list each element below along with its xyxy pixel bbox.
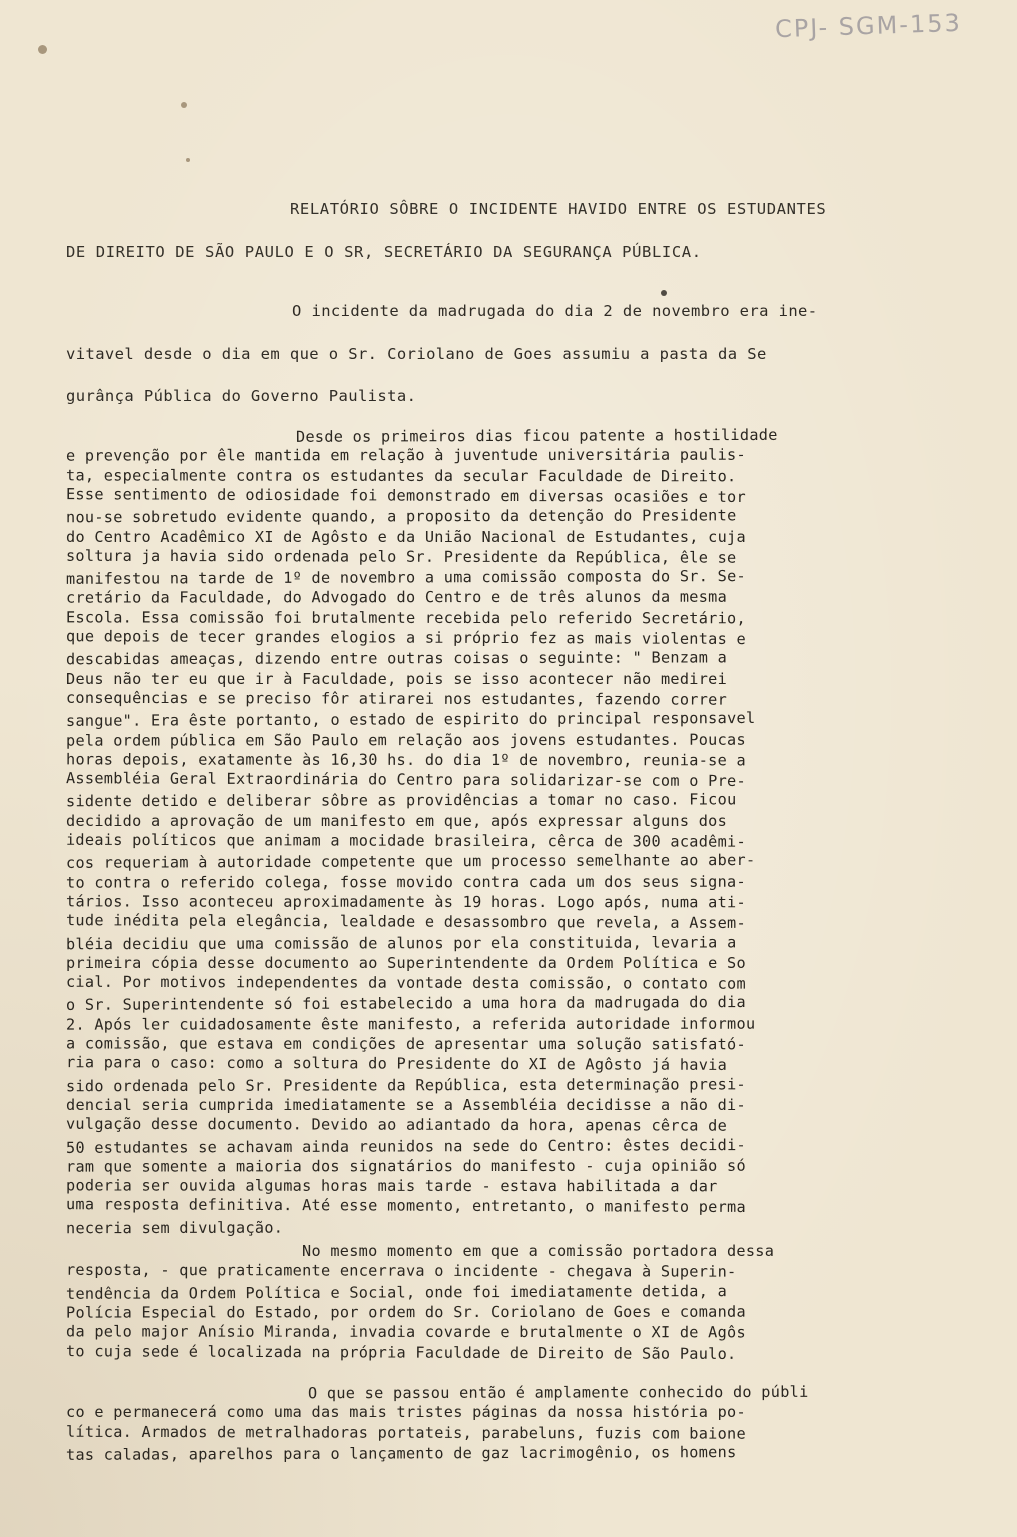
body-text-line: decidido a aprovação de um manifesto em que, após expressar alguns dos bbox=[66, 811, 728, 830]
body-text-line: dencial seria cumprida imediatamente se a Assembléia decidisse a não di- bbox=[66, 1095, 746, 1114]
body-text-line: o Sr. Superintendente só foi estabelecido a uma hora da madrugada do dia bbox=[65, 993, 746, 1015]
body-text-line: Esse sentimento de odiosidade foi demonstrado em diversas ocasiões e tor bbox=[65, 485, 746, 506]
body-text-line: sangue". Era êste portanto, o estado de espirito do principal responsavel bbox=[65, 709, 756, 731]
body-text-line: ideais políticos que animam a mocidade brasileira, cêrca de 300 acadêmi- bbox=[65, 830, 746, 851]
body-text-line: e prevenção por êle mantida em relação à juventude universitária paulis- bbox=[65, 445, 746, 465]
body-text-line: to contra o referido colega, fosse movido contra cada um dos seus signa- bbox=[65, 872, 746, 892]
body-text-line: O que se passou então é amplamente conhecido do públi bbox=[307, 1382, 809, 1403]
body-text-line: Polícia Especial do Estado, por ordem do Sr. Coriolano de Goes e comanda bbox=[65, 1302, 746, 1322]
body-text-line: No mesmo momento em que a comissão portadora dessa bbox=[302, 1242, 775, 1260]
body-text-line: sidente detido e deliberar sôbre as providências a tomar no caso. Ficou bbox=[65, 790, 737, 811]
body-text-line: 2. Após ler cuidadosamente êste manifesto, a referida autoridade informou bbox=[65, 1014, 756, 1034]
body-text-line: consequências e se preciso fôr atirarei nos estudantes, fazendo correr bbox=[65, 688, 728, 709]
body-text-line: Desde os primeiros dias ficou patente a hostilidade bbox=[295, 425, 778, 446]
body-text-line: bléia decidiu que uma comissão de alunos por ela constituida, levaria a bbox=[65, 932, 737, 953]
paper-stain bbox=[38, 45, 47, 54]
body-text-line: co e permanecerá como uma das mais tristes páginas da nossa história po- bbox=[66, 1403, 746, 1422]
body-text-line: Deus não ter eu que ir à Faculdade, pois se isso acontecer não medirei bbox=[66, 669, 728, 688]
body-text-line: pela ordem pública em São Paulo em relação aos jovens estudantes. Poucas bbox=[65, 730, 746, 750]
body-text-line: vulgação desse documento. Devido ao adiantado da hora, apenas cêrca de bbox=[65, 1114, 728, 1135]
paper-stain bbox=[661, 290, 667, 296]
document-title-line-2: DE DIREITO DE SÃO PAULO E O SR, SECRETÁRIO DA SEGURANÇA PÚBLICA. bbox=[66, 243, 702, 261]
body-text-line: que depois de tecer grandes elogios a si próprio fez as mais violentas e bbox=[65, 627, 746, 649]
body-text-line: soltura ja havia sido ordenada pelo Sr. Presidente da República, êle se bbox=[65, 546, 737, 567]
body-text-line: lítica. Armados de metralhadoras portateis, parabeluns, fuzis com baione bbox=[65, 1422, 746, 1443]
paper-stain bbox=[181, 102, 187, 108]
body-text-line: horas depois, exatamente às 16,30 hs. do dia 1º de novembro, reunia-se a bbox=[65, 750, 746, 770]
body-text-line: neceria sem divulgação. bbox=[65, 1218, 284, 1237]
intro-line-2: vitavel desde o dia em que o Sr. Coriolano de Goes assumiu a pasta da Se bbox=[66, 345, 767, 363]
body-text-line: cretário da Faculdade, do Advogado do Centro e de três alunos da mesma bbox=[65, 588, 728, 608]
body-text-line: tas caladas, aparelhos para o lançamento de gaz lacrimogênio, os homens bbox=[65, 1442, 737, 1464]
intro-line-3: gurânça Pública do Governo Paulista. bbox=[66, 387, 417, 405]
body-text-line: do Centro Acadêmico XI de Agôsto e da União Nacional de Estudantes, cuja bbox=[66, 527, 746, 546]
body-text-line: resposta, - que praticamente encerrava o incidente - chegava à Superin- bbox=[65, 1261, 737, 1281]
body-text-line: nou-se sobretudo evidente quando, a proposito da detenção do Presidente bbox=[65, 506, 737, 527]
body-text-line: ria para o caso: como a soltura do Presidente do XI de Agôsto já havia bbox=[65, 1053, 728, 1075]
body-text-line: tude inédita pela elegância, lealdade e desassombro que revela, a Assem- bbox=[65, 911, 746, 933]
body-text-line: manifestou na tarde de 1º de novembro a uma comissão composta do Sr. Se- bbox=[65, 567, 746, 588]
body-text-line: tendência da Ordem Política e Social, onde foi imediatamente detida, a bbox=[65, 1281, 728, 1303]
body-text-line: sido ordenada pelo Sr. Presidente da República, esta determinação presi- bbox=[65, 1074, 746, 1095]
body-text-line: Escola. Essa comissão foi brutalmente recebida pelo referido Secretário, bbox=[65, 608, 746, 628]
paper-stain bbox=[186, 158, 190, 162]
body-text-line: primeira cópia desse documento ao Superintendente da Ordem Política e So bbox=[66, 953, 746, 972]
body-text-line: tários. Isso aconteceu aproximadamente às 19 horas. Logo após, numa ati- bbox=[65, 892, 746, 912]
archive-reference-number: CPJ- SGM-153 bbox=[774, 8, 963, 44]
intro-line-1: O incidente da madrugada do dia 2 de novembro era ine- bbox=[292, 302, 818, 320]
body-text-line: ta, especialmente contra os estudantes da secular Faculdade de Direito. bbox=[65, 465, 737, 485]
body-text-line: cial. Por motivos independentes da vontade desta comissão, o contato com bbox=[65, 972, 746, 993]
body-text-line: a comissão, que estava em condições de apresentar uma solução satisfató- bbox=[65, 1034, 746, 1054]
body-text-line: cos requeriam à autoridade competente que um processo semelhante ao aber- bbox=[65, 851, 756, 873]
body-text-line: Assembléia Geral Extraordinária do Centro para solidarizar-se com o Pre- bbox=[65, 769, 746, 791]
body-text-line: ram que somente a maioria dos signatários do manifesto - cuja opinião só bbox=[65, 1156, 746, 1176]
body-text-line: to cuja sede é localizada na própria Faculdade de Direito de São Paulo. bbox=[65, 1341, 737, 1363]
body-text-line: descabidas ameaças, dizendo entre outras coisas o seguinte: " Benzam a bbox=[65, 648, 728, 669]
body-text-line: uma resposta definitiva. Até esse momento, entretanto, o manifesto perma bbox=[65, 1195, 746, 1217]
body-text-line: da pelo major Anísio Miranda, invadia covarde e brutalmente o XI de Agôs bbox=[65, 1322, 746, 1342]
body-text-line: poderia ser ouvida algumas horas mais tarde - estava habilitada a dar bbox=[65, 1176, 718, 1196]
body-text-line: 50 estudantes se achavam ainda reunidos na sede do Centro: êstes decidi- bbox=[65, 1135, 746, 1157]
document-title-line-1: RELATÓRIO SÔBRE O INCIDENTE HAVIDO ENTRE OS ESTUDANTES bbox=[290, 200, 827, 218]
